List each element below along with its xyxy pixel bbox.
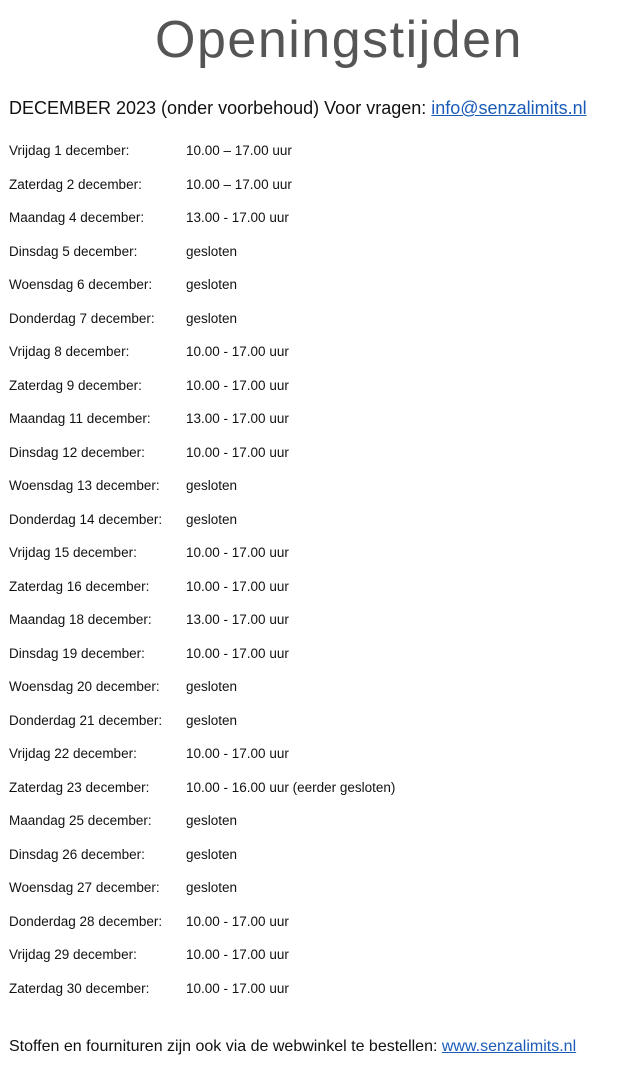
hours-value: gesloten	[186, 679, 238, 695]
list-item	[9, 737, 624, 771]
hours-value: 10.00 - 17.00 uur	[186, 913, 289, 929]
day-label: Zaterdag 23 december:	[9, 779, 150, 795]
day-label: Zaterdag 16 december:	[9, 578, 150, 594]
day-label: Donderdag 21 december:	[9, 712, 163, 728]
footer-text: Stoffen en fournituren zijn ook via de webwinkel te bestellen:	[9, 1038, 442, 1055]
footer	[9, 1036, 576, 1058]
day-label: Donderdag 28 december:	[9, 913, 163, 929]
hours-value: gesloten	[186, 880, 238, 896]
page-title: Openingstijden	[155, 11, 523, 69]
day-label: Dinsdag 5 december:	[9, 243, 138, 259]
list-item	[9, 402, 624, 436]
hours-value: 13.00 - 17.00 uur	[186, 612, 289, 628]
list-item	[9, 838, 624, 872]
list-item	[9, 771, 624, 805]
day-label: Dinsdag 19 december:	[9, 645, 145, 661]
day-label: Dinsdag 26 december:	[9, 846, 145, 862]
list-item	[9, 503, 624, 537]
day-label: Vrijdag 15 december:	[9, 545, 137, 561]
list-item	[9, 268, 624, 302]
list-item	[9, 235, 624, 269]
opening-hours-list	[9, 134, 624, 1005]
day-label: Woensdag 27 december:	[9, 880, 160, 896]
hours-value: 10.00 - 17.00 uur	[186, 377, 289, 393]
subtitle-text: DECEMBER 2023 (onder voorbehoud) Voor vragen:	[9, 98, 432, 118]
hours-value: gesloten	[186, 511, 238, 527]
list-item	[9, 436, 624, 470]
list-item	[9, 905, 624, 939]
hours-value: 10.00 - 17.00 uur	[186, 545, 289, 561]
hours-value: gesloten	[186, 712, 238, 728]
list-item	[9, 335, 624, 369]
list-item	[9, 670, 624, 704]
day-label: Maandag 25 december:	[9, 813, 152, 829]
day-label: Vrijdag 8 december:	[9, 344, 130, 360]
subtitle	[9, 96, 587, 120]
hours-value: 10.00 - 17.00 uur	[186, 578, 289, 594]
list-item	[9, 570, 624, 604]
list-item	[9, 536, 624, 570]
list-item	[9, 938, 624, 972]
day-label: Woensdag 13 december:	[9, 478, 160, 494]
day-label: Donderdag 14 december:	[9, 511, 163, 527]
day-label: Vrijdag 29 december:	[9, 947, 137, 963]
hours-value: 10.00 - 17.00 uur	[186, 444, 289, 460]
day-label: Dinsdag 12 december:	[9, 444, 145, 460]
list-item	[9, 168, 624, 202]
hours-value: 10.00 - 17.00 uur	[186, 645, 289, 661]
hours-value: gesloten	[186, 846, 238, 862]
day-label: Woensdag 6 december:	[9, 277, 153, 293]
list-item	[9, 704, 624, 738]
hours-value: gesloten	[186, 478, 238, 494]
day-label: Woensdag 20 december:	[9, 679, 160, 695]
hours-value: gesloten	[186, 277, 238, 293]
list-item	[9, 637, 624, 671]
day-label: Donderdag 7 december:	[9, 310, 155, 326]
hours-value: 13.00 - 17.00 uur	[186, 210, 289, 226]
day-label: Zaterdag 30 december:	[9, 980, 150, 996]
hours-value: 10.00 - 17.00 uur	[186, 344, 289, 360]
day-label: Vrijdag 1 december:	[9, 143, 130, 159]
list-item	[9, 469, 624, 503]
hours-value: 10.00 – 17.00 uur	[186, 143, 292, 159]
hours-value: 10.00 – 17.00 uur	[186, 176, 292, 192]
day-label: Maandag 11 december:	[9, 411, 151, 427]
hours-value: 10.00 - 17.00 uur	[186, 947, 289, 963]
list-item	[9, 302, 624, 336]
webshop-link[interactable]: www.senzalimits.nl	[441, 1038, 577, 1055]
hours-value: 10.00 - 16.00 uur (eerder gesloten)	[186, 779, 396, 795]
hours-value: 10.00 - 17.00 uur	[186, 746, 289, 762]
hours-value: gesloten	[186, 813, 238, 829]
hours-value: gesloten	[186, 243, 238, 259]
day-label: Maandag 4 december:	[9, 210, 145, 226]
list-item	[9, 134, 624, 168]
email-link[interactable]: info@senzalimits.nl	[431, 98, 587, 118]
list-item	[9, 804, 624, 838]
list-item	[9, 201, 624, 235]
hours-value: gesloten	[186, 310, 238, 326]
list-item	[9, 871, 624, 905]
list-item	[9, 603, 624, 637]
hours-value: 10.00 - 17.00 uur	[186, 980, 289, 996]
list-item	[9, 369, 624, 403]
list-item	[9, 972, 624, 1006]
hours-value: 13.00 - 17.00 uur	[186, 411, 289, 427]
day-label: Vrijdag 22 december:	[9, 746, 137, 762]
day-label: Maandag 18 december:	[9, 612, 152, 628]
day-label: Zaterdag 2 december:	[9, 176, 142, 192]
day-label: Zaterdag 9 december:	[9, 377, 142, 393]
